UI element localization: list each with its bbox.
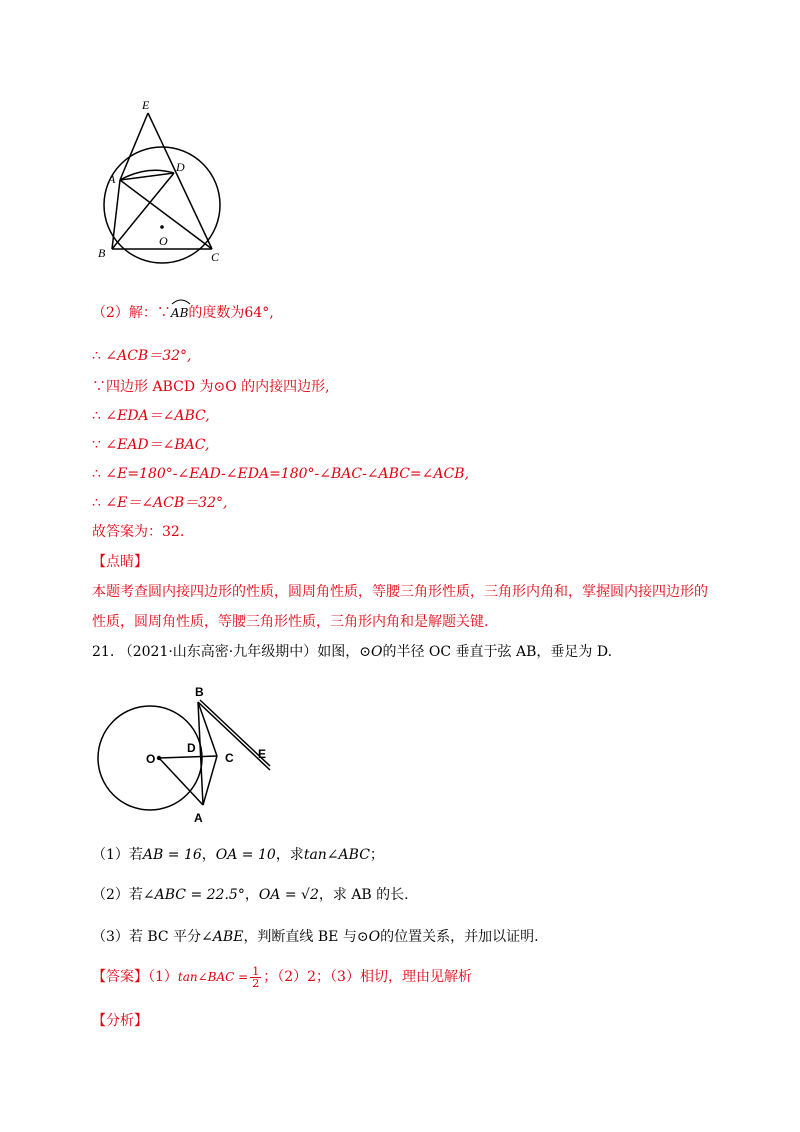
solution-line-2: ∴ ∠ACB＝32°, (92, 348, 192, 364)
segment-AB (112, 180, 120, 249)
label-D: D (176, 160, 185, 174)
label-O: O (159, 234, 168, 248)
solution-answer: 故答案为：32. (92, 524, 185, 540)
segment-AC (203, 756, 217, 805)
label-E: E (258, 747, 267, 761)
radius-OC (159, 756, 217, 758)
solution-line-7: ∴ ∠E＝∠ACB＝32°, (92, 495, 228, 511)
center-dot (157, 756, 161, 760)
solution-line-5: ∵ ∠EAD＝∠BAC, (92, 437, 210, 453)
question-2: （2）若∠ABC = 22.5°，OA = √2，求 AB 的长. (92, 887, 409, 903)
label-B: B (98, 246, 106, 260)
commentary-heading: 【点睛】 (92, 554, 148, 570)
segment-EA (120, 113, 148, 180)
commentary-text: 本题考查圆内接四边形的性质，圆周角性质，等腰三角形性质，三角形内角和，掌握圆内接四边形的性质，圆周角性质，等腰三角形性质，三角形内角和是解题关键. (92, 584, 708, 630)
label-D: D (187, 741, 196, 755)
segment-EC (148, 113, 212, 249)
figure-2-circle-chord-tangent (92, 678, 292, 828)
answer-heading: 【答案】 (92, 969, 148, 985)
solution-line-3: ∵四边形 ABCD 为⊙O 的内接四边形, (92, 379, 330, 395)
arc-AB-notation: AB (171, 303, 188, 323)
center-dot (160, 225, 164, 229)
label-A: A (108, 172, 116, 186)
analysis-heading: 【分析】 (92, 1013, 148, 1029)
label-E: E (142, 98, 150, 112)
label-C: C (225, 751, 234, 765)
answer-fraction: $\frac{1}{2}$ (252, 964, 260, 990)
label-C: C (211, 250, 220, 264)
problem-21-statement: 21. （2021·山东高密·九年级期中）如图，⊙O的半径 OC 垂直于弦 AB，垂足为 D. (92, 644, 613, 660)
problem-number: 21. (92, 644, 115, 660)
question-3: （3）若 BC 平分∠ABE，判断直线 BE 与⊙O的位置关系，并加以证明. (92, 929, 539, 945)
label-A: A (194, 811, 203, 825)
question-1: （1）若AB = 16，OA = 10，求tan∠ABC； (92, 847, 384, 863)
solution-line-1: （2）解：∵AB 的度数为64°, (92, 303, 274, 323)
solution-line-4: ∴ ∠EDA＝∠ABC, (92, 408, 210, 424)
label-B: B (195, 685, 204, 699)
solution-line-6: ∴ ∠E=180°-∠EAD-∠EDA=180°-∠BAC-∠ABC=∠ACB, (92, 466, 469, 482)
answer-line: 【答案】（1）tan∠BAC = $\frac{1}{2}$ ；（2）2；（3）相切，理由见解析 (92, 964, 472, 990)
label-O: O (146, 752, 156, 766)
figure-1-cyclic-quadrilateral (92, 95, 242, 270)
